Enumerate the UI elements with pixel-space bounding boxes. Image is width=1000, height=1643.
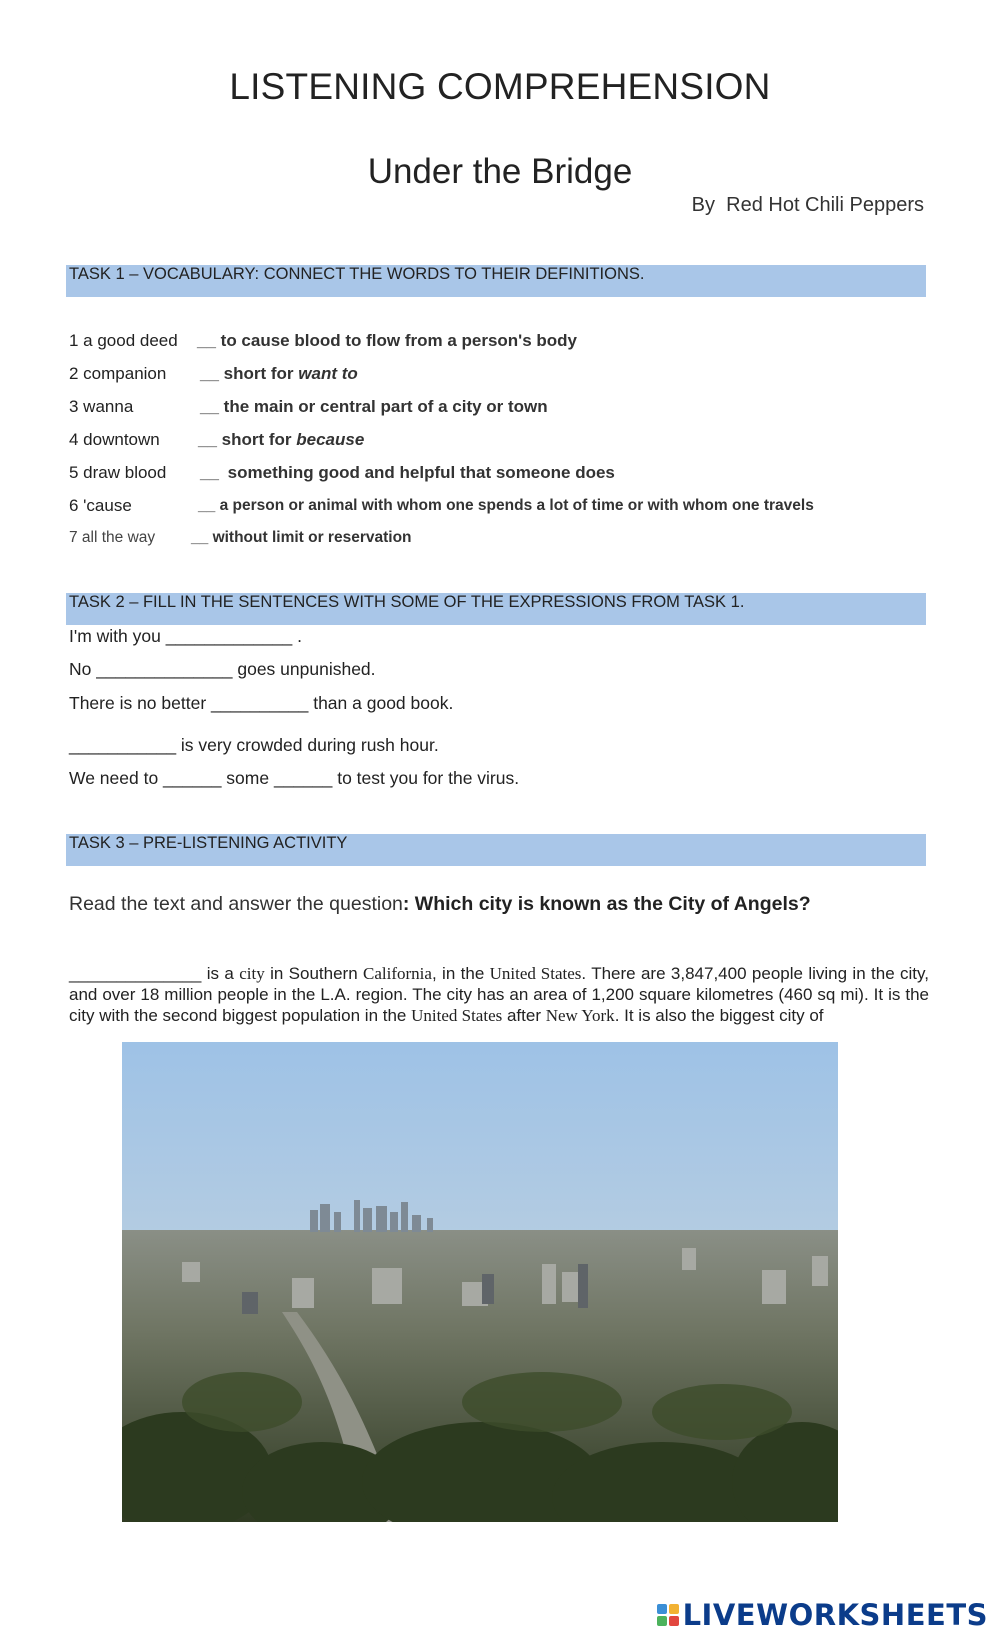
city-skyline-photo [122,1042,838,1522]
definition-text: short for [221,430,297,449]
fill-sentence[interactable]: ___________ is very crowded during rush hour. [69,735,439,755]
reading-paragraph [69,963,929,1026]
definition-text: to cause blood to flow from a person's body [220,331,578,350]
logo-square [657,1616,667,1626]
answer-blank[interactable]: __ [200,463,219,482]
logo-mark-icon [657,1604,679,1626]
question-prefix: Read the text and answer the question [69,893,403,915]
definition-text: something good and helpful that someone does [227,463,615,482]
task2-heading-text: TASK 2 – FILL IN THE SENTENCES WITH SOME OF THE EXPRESSIONS FROM TASK 1. [69,593,745,611]
paragraph-text: after [502,1006,546,1025]
definition-text: short for [223,364,299,383]
vocab-word: 1 a good deed [69,331,178,350]
vocab-definition[interactable] [200,463,615,483]
definition-emphasis: because [296,430,365,449]
vocab-definition[interactable] [200,364,358,384]
paragraph-text: in Southern [264,964,364,983]
definition-text: the main or central part of a city or town [223,397,548,416]
reading-question [69,893,811,916]
answer-blank[interactable]: __ [191,529,209,546]
task2-heading [66,593,926,625]
logo-text: LIVEWORKSHEETS [682,1598,988,1632]
answer-blank[interactable]: __ [198,497,216,514]
paragraph-link: United States [411,1006,503,1025]
vocab-definition[interactable] [200,397,548,417]
task3-heading [66,834,926,866]
answer-blank[interactable]: __ [198,430,217,449]
task3-heading-text: TASK 3 – PRE-LISTENING ACTIVITY [69,834,348,852]
vocab-definition[interactable] [197,331,577,351]
paragraph-link: United States [489,964,582,983]
paragraph-text: , in the [431,964,490,983]
logo-square [669,1616,679,1626]
paragraph-link: city [239,964,265,983]
vocab-word: 4 downtown [69,430,160,449]
answer-blank[interactable]: __ [200,397,219,416]
fill-sentence[interactable]: There is no better __________ than a good book. [69,693,454,713]
logo-square [657,1604,667,1614]
vocab-word: 7 all the way [69,529,156,546]
answer-blank[interactable]: __ [200,364,219,383]
liveworksheets-logo[interactable] [657,1597,988,1633]
logo-square [669,1604,679,1614]
task1-heading-text: TASK 1 – VOCABULARY: CONNECT THE WORDS TO THEIR DEFINITIONS. [69,265,645,283]
definition-text: without limit or reservation [212,529,412,546]
task1-heading [66,265,926,297]
fill-sentence[interactable]: No ______________ goes unpunished. [69,659,376,679]
paragraph-text: is a [201,964,240,983]
page-title: LISTENING COMPREHENSION [229,66,771,107]
definition-text: a person or animal with whom one spends a lot of time or with whom one travels [219,497,814,514]
answer-blank[interactable]: ______________ [69,964,202,983]
vocab-definition[interactable] [191,529,412,547]
vocab-word: 2 companion [69,364,167,383]
question-text: : Which city is known as the City of Angels? [402,893,811,915]
vocab-word: 5 draw blood [69,463,167,482]
paragraph-link: California [363,964,432,983]
vocab-definition[interactable] [198,497,814,515]
byline: By Red Hot Chili Peppers [691,194,924,216]
fill-sentence[interactable]: We need to ______ some ______ to test you for the virus. [69,768,520,788]
vocab-word: 3 wanna [69,397,134,416]
answer-blank[interactable]: __ [197,331,216,350]
paragraph-link: New York [545,1006,615,1025]
song-title: Under the Bridge [367,152,633,191]
vocab-word: 6 'cause [69,496,132,515]
paragraph-text: . It is also the biggest city of [614,1006,824,1025]
fill-sentence[interactable]: I'm with you _____________ . [69,626,302,646]
paragraph-text: . There are 3,847,400 people living in the city, and over 18 million people in the L.A. region. The city has an area of 1,200 square kilometres (460 sq mi). It is the city with the second biggest population in the [69,964,929,1025]
definition-emphasis: want to [298,364,358,383]
vocab-definition[interactable] [198,430,364,450]
